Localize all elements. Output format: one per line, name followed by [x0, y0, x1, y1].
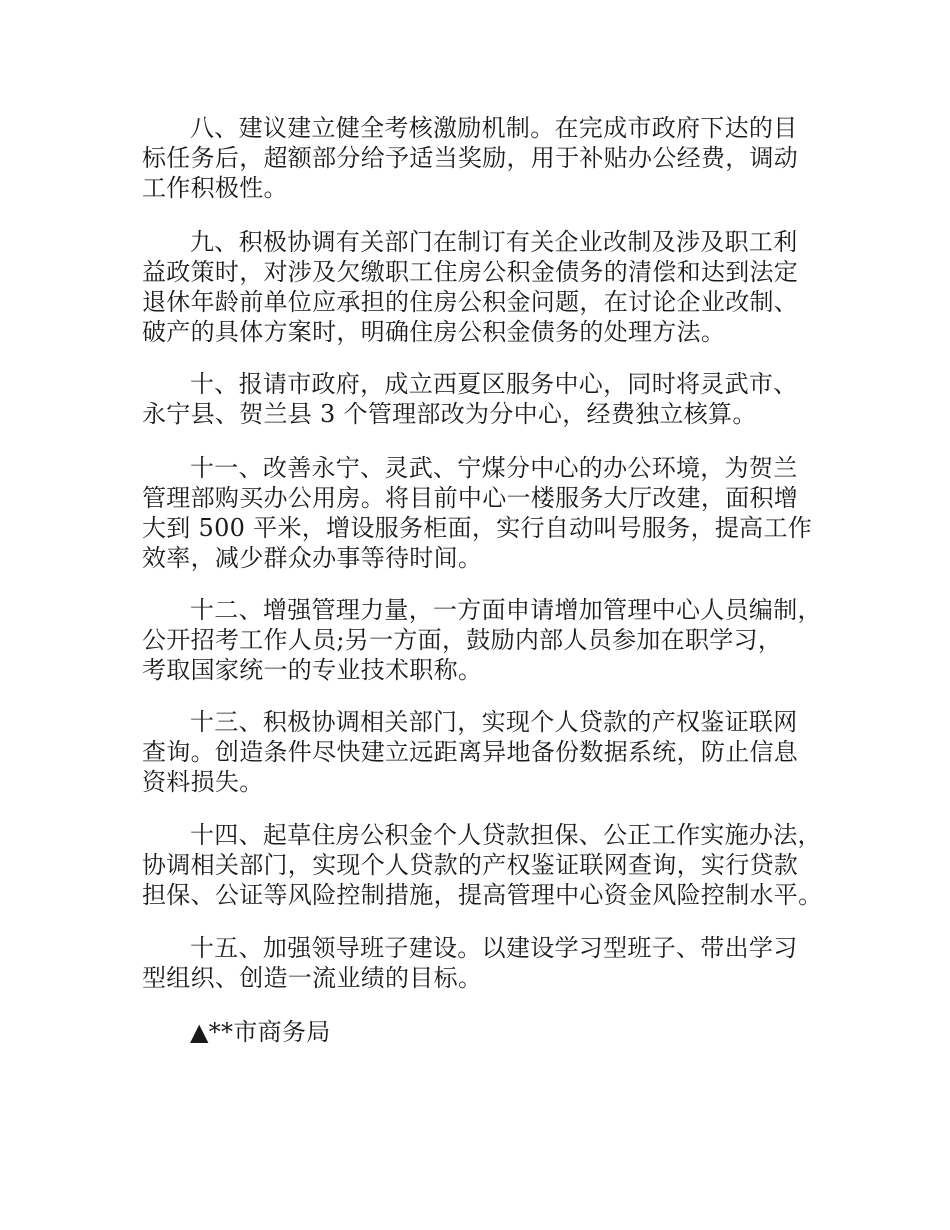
text-line: 十三、积极协调相关部门，实现个人贷款的产权鉴证联网 — [190, 708, 798, 736]
text-line: 标任务后，超额部分给予适当奖励，用于补贴办公经费，调动 — [142, 144, 799, 172]
text-line: 八、建议建立健全考核激励机制。在完成市政府下达的目 — [190, 114, 798, 142]
text-line: 担保、公证等风险控制措施，提高管理中心资金风险控制水平。 — [142, 881, 823, 909]
text-line: 大到 500 平米，增设服务柜面，实行自动叫号服务，提高工作 — [142, 514, 813, 542]
paragraph-9 — [142, 227, 798, 347]
paragraph-10 — [142, 369, 798, 429]
text-line: 十、报请市政府，成立西夏区服务中心，同时将灵武市、 — [190, 370, 798, 398]
paragraph-13 — [142, 707, 798, 797]
text-line: 管理部购买办公用房。将目前中心一楼服务大厅改建，面积增 — [142, 484, 799, 512]
paragraph-12 — [142, 595, 822, 685]
author-line — [142, 1017, 331, 1047]
paragraph-15 — [142, 933, 798, 993]
text-line: 考取国家统一的专业技术职称。 — [142, 656, 483, 684]
text-line: 破产的具体方案时，明确住房公积金债务的处理方法。 — [142, 318, 726, 346]
text-line: 十五、加强领导班子建设。以建设学习型班子、带出学习 — [190, 934, 798, 962]
text-line: 九、积极协调有关部门在制订有关企业改制及涉及职工利 — [190, 228, 798, 256]
text-line: 公开招考工作人员;另一方面，鼓励内部人员参加在职学习， — [142, 626, 783, 654]
paragraph-8 — [142, 113, 798, 203]
text-line: 型组织、创造一流业绩的目标。 — [142, 964, 483, 992]
paragraph-14 — [142, 820, 822, 910]
text-line: 十一、改善永宁、灵武、宁煤分中心的办公环境，为贺兰 — [190, 454, 798, 482]
text-line: 效率，减少群众办事等待时间。 — [142, 544, 483, 572]
text-line: ▲**市商务局 — [190, 1018, 331, 1046]
text-line: 工作积极性。 — [142, 174, 288, 202]
text-line: 十二、增强管理力量，一方面申请增加管理中心人员编制， — [190, 596, 822, 624]
text-line: 退休年龄前单位应承担的住房公积金问题，在讨论企业改制、 — [142, 288, 799, 316]
text-line: 十四、起草住房公积金个人贷款担保、公正工作实施办法， — [190, 821, 822, 849]
text-line: 益政策时，对涉及欠缴职工住房公积金债务的清偿和达到法定 — [142, 258, 799, 286]
text-line: 查询。创造条件尽快建立远距离异地备份数据系统，防止信息 — [142, 738, 799, 766]
text-line: 协调相关部门，实现个人贷款的产权鉴证联网查询，实行贷款 — [142, 851, 799, 879]
text-line: 资料损失。 — [142, 768, 264, 796]
text-line: 永宁县、贺兰县 3 个管理部改为分中心，经费独立核算。 — [142, 400, 757, 428]
paragraph-11 — [142, 453, 812, 573]
